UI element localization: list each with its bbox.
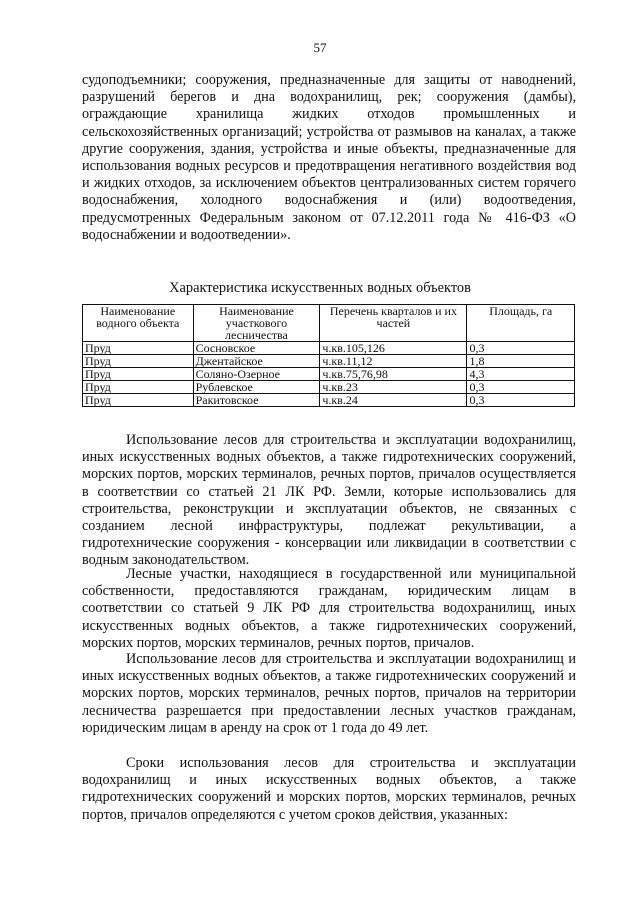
cell-forestry: Рублевское	[193, 381, 320, 394]
header-water-object: Наименование водного объекта	[83, 305, 194, 342]
table-row	[83, 342, 575, 355]
cell-quarters: ч.кв.75,76,98	[320, 368, 467, 381]
cell-water-object: Пруд	[83, 355, 194, 368]
table-row	[83, 355, 575, 368]
cell-forestry: Соляно-Озерное	[193, 368, 320, 381]
table-header-row	[83, 305, 575, 342]
table-row	[83, 368, 575, 381]
header-quarters: Перечень кварталов и их частей	[320, 305, 467, 342]
table-row	[83, 381, 575, 394]
table-row	[83, 394, 575, 407]
cell-area: 1,8	[467, 355, 575, 368]
cell-water-object: Пруд	[83, 368, 194, 381]
cell-water-object: Пруд	[83, 381, 194, 394]
cell-forestry: Ракитовское	[193, 394, 320, 407]
cell-water-object: Пруд	[83, 342, 194, 355]
header-forestry: Наименование участкового лесничества	[193, 305, 320, 342]
page-number: 57	[313, 40, 327, 55]
table-title: Характеристика искусственных водных объектов	[169, 280, 471, 296]
paragraph-lease: Использование лесов для строительства и эксплуатации водохранилищ и иных искусственных водных объектов, а также гидротехнических сооружений и морских портов, морских терминалов, речных портов, причалов на территории лесничества разрешается при предоставлении лесных участков гражданам, юридическим лицам в аренду на срок от 1 года до 49 лет.	[82, 651, 576, 736]
paragraph-forest-use: Использование лесов для строительства и эксплуатации водохранилищ, иных искусственных водных объектов, а также гидротехнических сооружений, морских портов, морских терминалов, речных портов, причалов осуществляется в соответствии со статьей 21 ЛК РФ. Земли, которые использовались для строительства, реконструкции и эксплуатации объектов, не связанных с созданием лесной инфраструктуры, подлежат рекультивации, а гидротехнические сооружения - консервации или ликвидации в соответствии с водным законодательством.	[82, 432, 576, 569]
cell-quarters: ч.кв.23	[320, 381, 467, 394]
cell-quarters: ч.кв.24	[320, 394, 467, 407]
cell-area: 0,3	[467, 394, 575, 407]
cell-quarters: ч.кв.11,12	[320, 355, 467, 368]
cell-area: 0,3	[467, 381, 575, 394]
paragraph-land-plots: Лесные участки, находящиеся в государственной или муниципальной собственности, предоставляются гражданам, юридическим лицам в соответствии со статьей 9 ЛК РФ для строительства водохранилищ, иных искусственных водных объектов, а также гидротехнических сооружений, морских портов, морских терминалов, речных портов, причалов.	[82, 566, 576, 651]
cell-quarters: ч.кв.105,126	[320, 342, 467, 355]
header-area: Площадь, га	[467, 305, 575, 342]
cell-area: 4,3	[467, 368, 575, 381]
intro-paragraph: судоподъемники; сооружения, предназначенные для защиты от наводнений, разрушений берегов и дна водохранилищ, рек; сооружения (дамбы), ограждающие хранилища жидких отходов промышленных и сельскохозяйственных организаций; устройства от размывов на каналах, а также другие сооружения, здания, устройства и иные объекты, предназначенные для использования водных ресурсов и предотвращения негативного воздействия вод и жидких отходов, за исключением объектов централизованных систем горячего водоснабжения, холодного водоснабжения и (или) водоотведения, предусмотренных Федеральным законом от 07.12.2011 года № 416-ФЗ «О водоснабжении и водоотведении».	[82, 72, 576, 243]
cell-forestry: Сосновское	[193, 342, 320, 355]
paragraph-terms: Сроки использования лесов для строительства и эксплуатации водохранилищ и иных искусственных водных объектов, а также гидротехнических сооружений и морских портов, морских терминалов, речных портов, причалов определяются с учетом сроков действия, указанных:	[82, 755, 576, 823]
cell-area: 0,3	[467, 342, 575, 355]
cell-forestry: Джентайское	[193, 355, 320, 368]
water-objects-table	[82, 304, 575, 407]
cell-water-object: Пруд	[83, 394, 194, 407]
